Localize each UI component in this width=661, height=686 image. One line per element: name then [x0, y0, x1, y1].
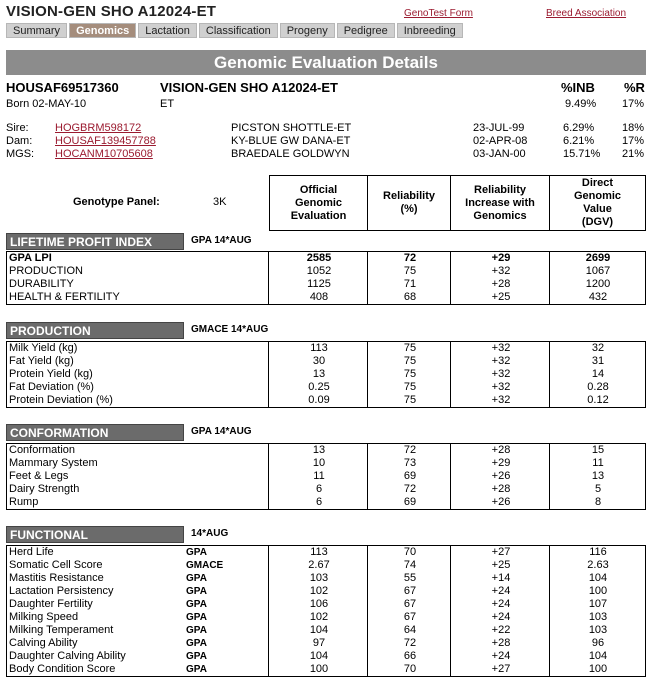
trait-label: Conformation — [9, 444, 76, 456]
genotest-form-link[interactable]: GenoTest Form — [404, 8, 473, 19]
tab-pedigree[interactable]: Pedigree — [337, 23, 395, 38]
table-row — [7, 483, 645, 496]
section-table-lifetime-profit-index — [6, 251, 646, 305]
trait-label: Herd Life — [9, 546, 54, 558]
tab-classification[interactable]: Classification — [199, 23, 278, 38]
reliability-value: 69 — [403, 496, 417, 508]
table-row — [7, 650, 645, 663]
official-value: 11 — [313, 470, 325, 482]
section-table-functional — [6, 545, 646, 677]
official-value: 2585 — [306, 252, 332, 264]
official-value: 113 — [310, 546, 328, 558]
table-row — [7, 585, 645, 598]
reliability-value: 71 — [403, 278, 417, 290]
official-value: 97 — [312, 637, 326, 649]
reliability-increase-value: +32 — [491, 342, 511, 354]
section-header-production: PRODUCTION — [6, 322, 184, 339]
reliability-value: 67 — [403, 598, 417, 610]
official-value: 100 — [309, 663, 329, 675]
trait-label: Somatic Cell Score — [9, 559, 103, 571]
dgv-value: 5 — [594, 483, 602, 495]
reliability-value: 75 — [403, 265, 417, 277]
section-source-note: GMACE 14*AUG — [191, 324, 269, 335]
table-row — [7, 444, 645, 457]
reliability-value: 67 — [403, 611, 417, 623]
tab-inbreeding[interactable]: Inbreeding — [397, 23, 463, 38]
pedigree-reg-link[interactable]: HOCANM10705608 — [55, 148, 153, 160]
official-value: 103 — [309, 572, 329, 584]
reliability-value: 75 — [403, 355, 417, 367]
table-row — [7, 291, 645, 304]
table-row — [7, 381, 645, 394]
official-value: 13 — [312, 444, 326, 456]
reliability-increase-value: +24 — [491, 585, 511, 597]
reliability-value: 70 — [403, 663, 417, 675]
reliability-increase-value: +26 — [491, 496, 511, 508]
reliability-increase-value: +28 — [491, 483, 511, 495]
tab-summary[interactable]: Summary — [6, 23, 67, 38]
trait-source: GPA — [186, 651, 207, 662]
animal-r: 17% — [622, 98, 645, 110]
trait-label: Milking Temperament — [9, 624, 114, 636]
official-value: 104 — [309, 650, 329, 662]
trait-label: Milking Speed — [9, 611, 79, 623]
trait-label: Mastitis Resistance — [9, 572, 104, 584]
reliability-increase-value: +24 — [491, 611, 511, 623]
trait-label: Lactation Persistency — [9, 585, 114, 597]
reliability-increase-value: +14 — [491, 572, 511, 584]
reliability-value: 72 — [403, 444, 417, 456]
reliability-increase-value: +25 — [491, 291, 511, 303]
reliability-value: 64 — [403, 624, 417, 636]
trait-label: Feet & Legs — [9, 470, 69, 482]
animal-title: VISION-GEN SHO A12024-ET — [6, 3, 217, 20]
dgv-value: 13 — [591, 470, 605, 482]
trait-label: Protein Yield (kg) — [9, 368, 93, 380]
table-row — [7, 624, 645, 637]
reliability-increase-value: +29 — [491, 252, 511, 264]
official-value: 102 — [309, 611, 329, 623]
reliability-value: 72 — [403, 252, 417, 264]
table-row — [7, 470, 645, 483]
dgv-value: 14 — [591, 368, 605, 380]
official-value: 408 — [309, 291, 329, 303]
table-row — [7, 496, 645, 509]
trait-label: Milk Yield (kg) — [9, 342, 78, 354]
col-reliability: Reliability (%) — [368, 175, 451, 231]
reliability-value: 72 — [403, 637, 417, 649]
pedigree-role: Sire: — [6, 122, 29, 134]
reliability-value: 70 — [403, 546, 417, 558]
official-value: 106 — [309, 598, 329, 610]
reliability-increase-value: +22 — [491, 624, 511, 636]
pedigree-date: 03-JAN-00 — [473, 148, 526, 160]
dgv-value: 11 — [592, 457, 604, 469]
dgv-value: 104 — [588, 650, 608, 662]
tab-bar — [6, 23, 463, 38]
trait-source: GMACE — [186, 560, 224, 571]
dgv-value: 103 — [588, 611, 608, 623]
reliability-value: 75 — [403, 342, 417, 354]
section-header-conformation: CONFORMATION — [6, 424, 184, 441]
reliability-increase-value: +32 — [491, 355, 511, 367]
trait-label: HEALTH & FERTILITY — [9, 291, 120, 303]
animal-reg: HOUSAF69517360 — [6, 80, 119, 95]
trait-source: GPA — [186, 638, 207, 649]
dgv-value: 96 — [591, 637, 605, 649]
reliability-value: 75 — [403, 368, 417, 380]
section-header-lifetime-profit-index: LIFETIME PROFIT INDEX — [6, 233, 184, 250]
trait-label: Protein Deviation (%) — [9, 394, 113, 406]
reliability-increase-value: +24 — [491, 598, 511, 610]
trait-label: Calving Ability — [9, 637, 78, 649]
table-row — [7, 663, 645, 676]
official-value: 0.25 — [308, 381, 330, 393]
born-date: Born 02-MAY-10 — [6, 98, 87, 110]
dgv-value: 8 — [594, 496, 602, 508]
reliability-increase-value: +28 — [491, 637, 511, 649]
tab-progeny[interactable]: Progeny — [280, 23, 335, 38]
genotype-panel-label: Genotype Panel: — [73, 196, 160, 208]
section-table-conformation — [6, 443, 646, 510]
dgv-value: 0.12 — [587, 394, 609, 406]
dgv-value: 1200 — [585, 278, 611, 290]
dgv-value: 100 — [588, 663, 608, 675]
table-row — [7, 342, 645, 355]
pedigree-reg-link[interactable]: HOUSAF139457788 — [55, 135, 156, 147]
table-row — [7, 559, 645, 572]
table-row — [7, 355, 645, 368]
genotype-panel-value: 3K — [213, 196, 227, 208]
official-value: 0.09 — [308, 394, 330, 406]
trait-label: Daughter Fertility — [9, 598, 93, 610]
trait-source: GPA — [186, 612, 207, 623]
trait-label: Dairy Strength — [9, 483, 80, 495]
reliability-value: 67 — [403, 585, 417, 597]
table-row — [7, 368, 645, 381]
table-row — [7, 394, 645, 407]
pedigree-name: KY-BLUE GW DANA-ET — [231, 135, 351, 147]
table-row — [7, 252, 645, 265]
pedigree-role: MGS: — [6, 148, 35, 160]
page-banner: Genomic Evaluation Details — [6, 50, 646, 75]
official-value: 1125 — [307, 278, 331, 290]
dgv-value: 104 — [588, 572, 608, 584]
table-row — [7, 572, 645, 585]
col-dgv: Direct Genomic Value (DGV) — [550, 175, 646, 231]
pedigree-inb: 6.29% — [563, 122, 595, 134]
official-value: 104 — [309, 624, 329, 636]
col-reliability-increase: Reliability Increase with Genomics — [451, 175, 550, 231]
reliability-value: 75 — [403, 381, 417, 393]
reliability-increase-value: +27 — [491, 546, 511, 558]
reliability-increase-value: +32 — [491, 368, 511, 380]
pedigree-inb: 6.21% — [563, 135, 595, 147]
dgv-value: 1067 — [585, 265, 611, 277]
animal-name: VISION-GEN SHO A12024-ET — [160, 80, 338, 95]
table-row — [7, 637, 645, 650]
pedigree-date: 02-APR-08 — [473, 135, 528, 147]
reliability-value: 74 — [403, 559, 417, 571]
pedigree-inb: 15.71% — [563, 148, 601, 160]
table-row — [7, 611, 645, 624]
trait-label: Daughter Calving Ability — [9, 650, 126, 662]
official-value: 6 — [315, 483, 323, 495]
official-value: 6 — [315, 496, 323, 508]
tab-genomics[interactable]: Genomics — [69, 23, 136, 38]
reliability-value: 68 — [403, 291, 417, 303]
section-table-production — [6, 341, 646, 408]
reliability-increase-value: +28 — [491, 278, 511, 290]
inb-header: %INB — [561, 80, 595, 95]
trait-label: Mammary System — [9, 457, 98, 469]
official-value: 102 — [309, 585, 329, 597]
dgv-value: 2699 — [585, 252, 611, 264]
r-header: %R — [624, 80, 645, 95]
reliability-increase-value: +29 — [491, 457, 511, 469]
reliability-increase-value: +27 — [491, 663, 511, 675]
pedigree-name: BRAEDALE GOLDWYN — [231, 148, 350, 160]
trait-label: Rump — [9, 496, 39, 508]
reliability-increase-value: +28 — [491, 444, 511, 456]
pedigree-date: 23-JUL-99 — [473, 122, 525, 134]
official-value: 30 — [312, 355, 326, 367]
trait-source: GPA — [186, 599, 207, 610]
trait-label: PRODUCTION — [9, 265, 83, 277]
dgv-value: 116 — [589, 546, 607, 558]
trait-source: GPA — [186, 586, 207, 597]
reliability-increase-value: +32 — [491, 265, 511, 277]
dgv-value: 100 — [588, 585, 608, 597]
table-row — [7, 457, 645, 470]
pedigree-name: PICSTON SHOTTLE-ET — [231, 122, 352, 134]
dgv-value: 32 — [591, 342, 605, 354]
animal-inb: 9.49% — [565, 98, 597, 110]
table-row — [7, 598, 645, 611]
official-value: 2.67 — [308, 559, 330, 571]
dgv-value: 432 — [588, 291, 608, 303]
reliability-value: 73 — [403, 457, 417, 469]
reliability-increase-value: +26 — [491, 470, 511, 482]
reliability-increase-value: +24 — [491, 650, 511, 662]
official-value: 10 — [312, 457, 326, 469]
pedigree-r: 17% — [622, 135, 645, 147]
reliability-increase-value: +32 — [491, 394, 511, 406]
reliability-value: 72 — [403, 483, 417, 495]
et-flag: ET — [160, 98, 175, 110]
pedigree-r: 18% — [622, 122, 645, 134]
section-source-note: 14*AUG — [191, 528, 229, 539]
reliability-increase-value: +25 — [491, 559, 511, 571]
trait-label: Fat Deviation (%) — [9, 381, 94, 393]
dgv-value: 15 — [591, 444, 605, 456]
trait-source: GPA — [186, 664, 207, 675]
trait-source: GPA — [186, 547, 207, 558]
dgv-value: 103 — [588, 624, 608, 636]
section-source-note: GPA 14*AUG — [191, 426, 252, 437]
table-row — [7, 546, 645, 559]
dgv-value: 107 — [588, 598, 608, 610]
col-official: Official Genomic Evaluation — [269, 175, 368, 231]
dgv-value: 0.28 — [587, 381, 609, 393]
section-source-note: GPA 14*AUG — [191, 235, 252, 246]
breed-association-link[interactable]: Breed Association — [546, 8, 627, 19]
trait-label: Fat Yield (kg) — [9, 355, 74, 367]
dgv-value: 2.63 — [587, 559, 609, 571]
trait-label: DURABILITY — [9, 278, 74, 290]
table-row — [7, 265, 645, 278]
official-value: 1052 — [306, 265, 332, 277]
dgv-value: 31 — [591, 355, 605, 367]
trait-label: GPA LPI — [9, 252, 52, 264]
trait-label: Body Condition Score — [9, 663, 116, 675]
official-value: 13 — [312, 368, 326, 380]
pedigree-role: Dam: — [6, 135, 33, 147]
reliability-value: 69 — [403, 470, 417, 482]
official-value: 113 — [310, 342, 328, 354]
reliability-value: 55 — [403, 572, 417, 584]
section-header-functional: FUNCTIONAL — [6, 526, 184, 543]
reliability-increase-value: +32 — [491, 381, 511, 393]
trait-source: GPA — [186, 573, 207, 584]
reliability-value: 75 — [403, 394, 417, 406]
table-row — [7, 278, 645, 291]
pedigree-r: 21% — [622, 148, 645, 160]
reliability-value: 66 — [403, 650, 417, 662]
tab-lactation[interactable]: Lactation — [138, 23, 197, 38]
pedigree-reg-link[interactable]: HOGBRM598172 — [55, 122, 142, 134]
trait-source: GPA — [186, 625, 207, 636]
